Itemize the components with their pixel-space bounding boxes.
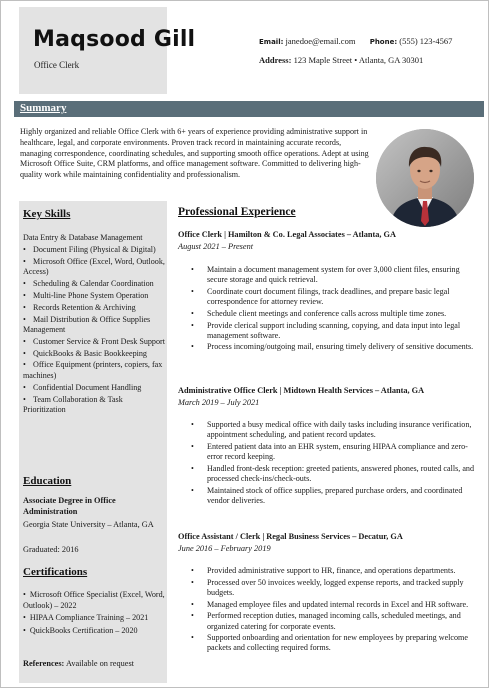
references — [23, 659, 134, 668]
job-bullet: • Handled front-desk reception: greeted patients, answered phones, routed calls, and processed check-ins/check-outs. — [191, 464, 475, 484]
bullet-icon: • — [23, 613, 30, 622]
job-bullets — [191, 265, 475, 354]
job-dates: June 2016 – February 2019 — [178, 544, 271, 553]
bullet-icon: • — [23, 302, 26, 312]
skill-item: • Customer Service & Front Desk Support — [23, 336, 165, 346]
references-label: References: — [23, 659, 65, 668]
email-value[interactable]: janedoe@email.com — [285, 36, 356, 46]
job-bullet: • Processed over 50 invoices weekly, logged expense reports, and tracked supply budgets. — [191, 578, 475, 598]
skill-item: Data Entry & Database Management — [23, 233, 143, 242]
job-bullet: • Provided administrative support to HR, finance, and operations departments. — [191, 566, 475, 576]
certifications-heading: Certifications — [23, 566, 88, 578]
bullet-icon: • — [23, 256, 26, 266]
email-label: Email: — [259, 38, 284, 46]
job-bullet: • Entered patient data into an EHR system, ensuring HIPAA compliance and zero-error record keeping. — [191, 442, 475, 462]
job-bullet: • Managed employee files and updated internal records in Excel and HR software. — [191, 600, 475, 610]
education-graduated: Graduated: 2016 — [23, 545, 79, 554]
skill-item: • Document Filing (Physical & Digital) — [23, 245, 156, 255]
job-title: Administrative Office Clerk | Midtown Health Services – Atlanta, GA — [178, 386, 425, 395]
address-value: 123 Maple Street • Atlanta, GA 30301 — [293, 55, 424, 65]
contact-address — [259, 55, 423, 65]
job-bullet: • Performed reception duties, managed incoming calls, scheduled meetings, and organized catering for corporate events. — [191, 611, 475, 631]
candidate-name: Maqsood Gill — [33, 27, 196, 52]
job-bullets — [191, 420, 475, 508]
bullet-icon: • — [23, 279, 26, 289]
candidate-title: Office Clerk — [34, 60, 80, 70]
profile-photo — [376, 129, 474, 227]
education-heading: Education — [23, 475, 72, 487]
skill-item: • Records Retention & Archiving — [23, 302, 136, 312]
job-bullet: • Maintain a document management system for over 3,000 client files, ensuring secure storage and quick retrieval. — [191, 265, 475, 285]
job-bullet: • Supported a busy medical office with daily tasks including insurance verification, appointment scheduling, and patient record updates. — [191, 420, 475, 440]
references-value: Available on request — [65, 659, 134, 668]
job-title: Office Clerk | Hamilton & Co. Legal Associates – Atlanta, GA — [178, 230, 396, 239]
job-dates: August 2021 – Present — [178, 242, 254, 251]
skill-item: • Team Collaboration & Task Prioritization — [23, 394, 123, 415]
bullet-icon: • — [23, 360, 26, 370]
skill-item: • Confidential Document Handling — [23, 382, 142, 392]
profile-photo-image — [376, 129, 474, 227]
skills-list — [23, 233, 165, 417]
certification-item: • QuickBooks Certification – 2020 — [23, 625, 138, 635]
job-bullet: • Supported onboarding and orientation for new employees by preparing welcome packets and collecting required forms. — [191, 633, 475, 653]
certifications-list — [23, 590, 165, 638]
skills-heading: Key Skills — [23, 208, 71, 220]
skill-item: • Mail Distribution & Office Supplies Management — [23, 314, 151, 335]
education-degree: Associate Degree in Office Administration — [23, 496, 116, 516]
job-bullet: • Process incoming/outgoing mail, ensuring timely delivery of sensitive documents. — [191, 342, 475, 352]
skill-item: • Microsoft Office (Excel, Word, Outlook, Access) — [23, 256, 165, 277]
bullet-icon: • — [23, 336, 26, 346]
job-bullet: • Provide clerical support including scanning, copying, and data input into legal management software. — [191, 321, 475, 341]
bullet-icon: • — [23, 290, 26, 300]
bullet-icon: • — [23, 625, 30, 635]
bullet-icon: • — [23, 382, 26, 392]
job-title: Office Assistant / Clerk | Regal Business Services – Decatur, GA — [178, 532, 403, 541]
bullet-icon: • — [23, 590, 30, 599]
certification-item: • HIPAA Compliance Training – 2021 — [23, 613, 149, 622]
contact-email-phone — [259, 36, 475, 46]
summary-heading: Summary — [20, 102, 67, 114]
bullet-icon: • — [23, 314, 26, 324]
job-bullet: • Schedule client meetings and conference calls across multiple time zones. — [191, 309, 475, 319]
phone-value: (555) 123-4567 — [399, 36, 453, 46]
summary-text: Highly organized and reliable Office Clerk with 6+ years of experience providing administrative support in healthcare, legal, and corporate environments. Proven track record in maintaining accurate records, managing correspondence, coordinating schedules, and supporting smooth office operations. Adept at using Microsoft Office Suite, CRM platforms, and office management software. Committed to delivering high-quality work while maintaining confidentiality and professionalism. — [20, 127, 369, 180]
bullet-icon: • — [23, 245, 26, 255]
bullet-icon: • — [23, 348, 26, 358]
education-school: Georgia State University – Atlanta, GA — [23, 520, 154, 529]
job-dates: March 2019 – July 2021 — [178, 398, 260, 407]
skill-item: • Multi-line Phone System Operation — [23, 290, 149, 300]
job-bullets — [191, 566, 475, 655]
job-bullet: • Coordinate court document filings, track deadlines, and prepare basic legal correspondence for attorney review. — [191, 287, 475, 307]
address-label: Address: — [259, 55, 292, 65]
phone-label: Phone: — [369, 38, 398, 46]
bullet-icon: • — [23, 394, 26, 404]
skill-item: • Scheduling & Calendar Coordination — [23, 279, 154, 289]
job-bullet: • Maintained stock of office supplies, prepared purchase orders, and coordinated vendor deliveries. — [191, 486, 475, 506]
skill-item: • Office Equipment (printers, copiers, fax machines) — [23, 360, 163, 380]
experience-heading: Professional Experience — [178, 206, 296, 218]
skill-item: • QuickBooks & Basic Bookkeeping — [23, 348, 147, 358]
summary-header-bar — [14, 101, 484, 117]
certification-item: • Microsoft Office Specialist (Excel, Word, Outlook) – 2022 — [23, 590, 165, 610]
